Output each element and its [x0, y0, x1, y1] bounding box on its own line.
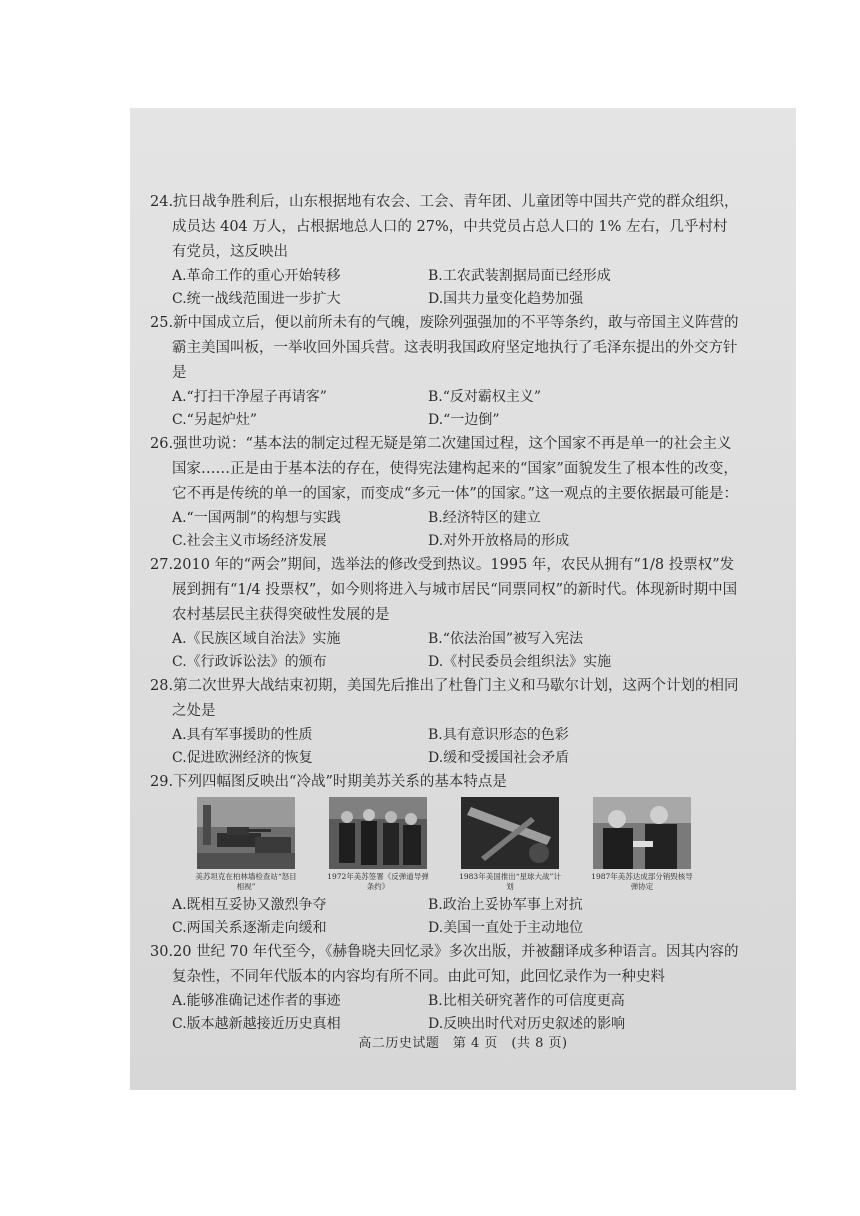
question-stem: 26.强世功说：“基本法的制定过程无疑是第二次建国过程，这个国家不再是单一的社会主义国家……正是由于基本法的存在，使得宪法建构起来的“国家”面貌发生了根本性的改变，它不再是传统的单一的国家，而变成“多元一体”的国家。”这一观点的主要依据最可能是：	[150, 436, 738, 502]
option-c: C.两国关系逐渐走向缓和	[172, 920, 327, 936]
question-25	[150, 311, 740, 432]
page-footer: 高二历史试题 第 4 页 (共 8 页)	[358, 1036, 568, 1051]
option-grid	[150, 507, 740, 553]
question-27	[150, 553, 740, 674]
picture-2	[326, 797, 430, 892]
question-stem: 25.新中国成立后，便以前所未有的气魄，废除列强强加的不平等条约，敢与帝国主义阵营的霸主美国叫板，一举收回外国兵营。这表明我国政府坚定地执行了毛泽东提出的外交方针是	[150, 315, 739, 381]
option-c: C.版本越新越接近历史真相	[172, 1016, 341, 1032]
picture-caption: 1987年美苏达成部分销毁核导弹协定	[591, 872, 693, 891]
question-list	[150, 190, 740, 1036]
tanks-photo	[197, 797, 295, 869]
option-grid	[150, 386, 740, 432]
question-28	[150, 674, 740, 770]
option-b: B.“依法治国”被写入宪法	[428, 631, 584, 647]
option-b: B.比相关研究著作的可信度更高	[428, 993, 625, 1009]
option-a: A.既相互妥协又激烈争夺	[172, 897, 327, 913]
picture-3	[458, 797, 562, 892]
option-c: C.社会主义市场经济发展	[172, 533, 327, 549]
picture-caption: 1983年美国推出“星球大战”计划	[459, 872, 561, 891]
leaders-photo	[593, 797, 691, 869]
option-d: D.国共力量变化趋势加强	[428, 291, 584, 307]
option-grid	[150, 265, 740, 311]
signing-photo	[329, 797, 427, 869]
option-c: C.促进欧洲经济的恢复	[172, 750, 313, 766]
missile-photo	[461, 797, 559, 869]
option-b: B.“反对霸权主义”	[428, 389, 542, 405]
option-c: C.《行政诉讼法》的颁布	[172, 654, 327, 670]
option-b: B.具有意识形态的色彩	[428, 727, 569, 743]
option-b: B.政治上妥协军事上对抗	[428, 897, 583, 913]
exam-page	[130, 108, 796, 1090]
option-a: A.《民族区域自治法》实施	[172, 631, 341, 647]
option-a: A.革命工作的重心开始转移	[172, 268, 341, 284]
option-d: D.美国一直处于主动地位	[428, 920, 584, 936]
question-stem: 27.2010 年的“两会”期间，选举法的修改受到热议。1995 年，农民从拥有“1/8 投票权”发展到拥有“1/4 投票权”，如今则将进入与城市居民“同票同权”的新时代。体现新时期中国农村基层民主获得突破性发展的是	[150, 557, 738, 623]
option-d: D.缓和受援国社会矛盾	[428, 750, 570, 766]
option-c: C.统一战线范围进一步扩大	[172, 291, 341, 307]
option-grid	[150, 990, 740, 1036]
question-29	[150, 770, 740, 940]
option-a: A.“打扫干净屋子再请客”	[172, 389, 327, 405]
option-grid	[150, 628, 740, 674]
option-c: C.“另起炉灶”	[172, 412, 257, 428]
option-grid	[150, 894, 740, 940]
option-d: D.对外开放格局的形成	[428, 533, 570, 549]
option-b: B.经济特区的建立	[428, 510, 541, 526]
question-stem: 28.第二次世界大战结束初期，美国先后推出了杜鲁门主义和马歇尔计划，这两个计划的相同之处是	[150, 678, 739, 719]
picture-1	[194, 797, 298, 892]
picture-caption: 美苏坦克在柏林墙检查站“怒目相视”	[195, 872, 297, 891]
question-24	[150, 190, 740, 311]
picture-caption: 1972年美苏签署《反弹道导弹条约》	[327, 872, 429, 891]
option-grid	[150, 724, 740, 770]
question-stem: 30.20 世纪 70 年代至今，《赫鲁晓夫回忆录》多次出版，并被翻译成多种语言。因其内容的复杂性，不同年代版本的内容均有所不同。由此可知，此回忆录作为一种史料	[150, 944, 739, 985]
option-b: B.工农武装割据局面已经形成	[428, 268, 611, 284]
option-d: D.《村民委员会组织法》实施	[428, 654, 612, 670]
option-a: A.“一国两制”的构想与实践	[172, 510, 341, 526]
question-stem: 24.抗日战争胜利后，山东根据地有农会、工会、青年团、儿童团等中国共产党的群众组织，成员达 404 万人，占根据地总人口的 27%，中共党员占总人口的 1% 左右，几乎村村有党员，这反映出	[150, 194, 739, 260]
question-stem: 29.下列四幅图反映出“冷战”时期美苏关系的基本特点是	[150, 774, 507, 790]
picture-4	[590, 797, 694, 892]
option-d: D.“一边倒”	[428, 412, 500, 428]
question-26	[150, 432, 740, 553]
option-a: A.能够准确记述作者的事迹	[172, 993, 341, 1009]
picture-row	[150, 797, 694, 892]
question-30	[150, 940, 740, 1036]
option-a: A.具有军事援助的性质	[172, 727, 313, 743]
option-d: D.反映出时代对历史叙述的影响	[428, 1016, 626, 1032]
